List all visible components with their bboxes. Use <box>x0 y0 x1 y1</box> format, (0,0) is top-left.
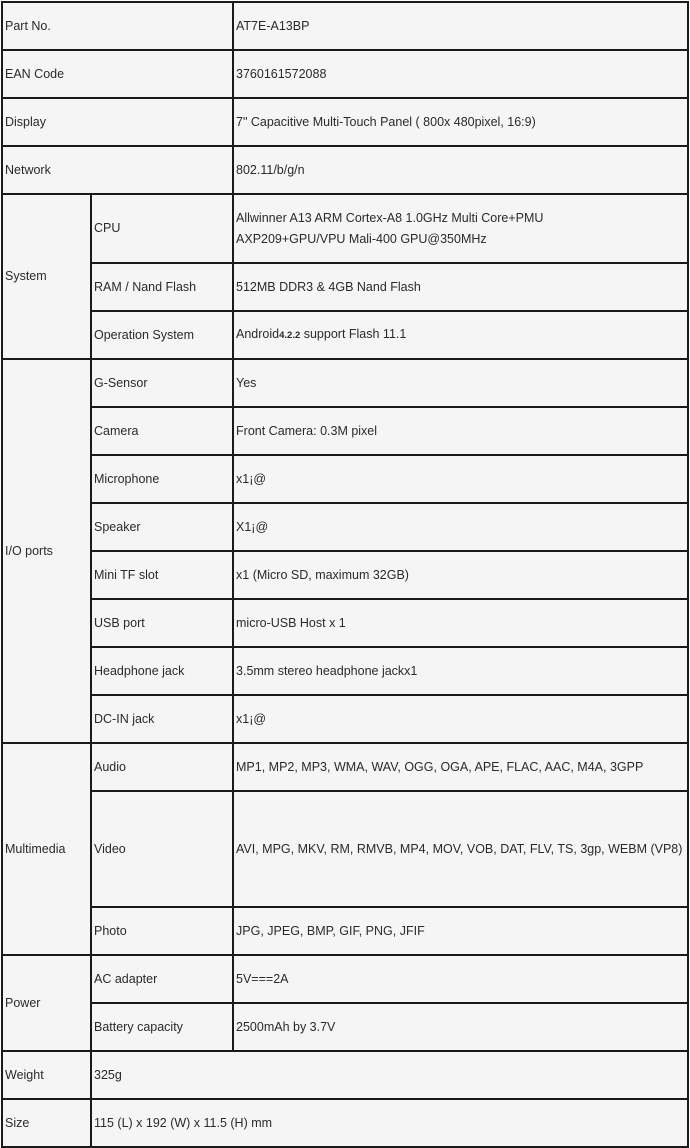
spec-label-tf: Mini TF slot <box>91 551 233 599</box>
table-row <box>2 1051 688 1099</box>
spec-label-ean: EAN Code <box>2 50 233 98</box>
spec-label-network: Network <box>2 146 233 194</box>
spec-value-adapter: 5V===2A <box>233 955 688 1003</box>
spec-label-ram: RAM / Nand Flash <box>91 263 233 311</box>
table-row <box>2 1099 688 1147</box>
spec-label-camera: Camera <box>91 407 233 455</box>
spec-label-size: Size <box>2 1099 91 1147</box>
spec-value-gsensor: Yes <box>233 359 688 407</box>
table-row <box>2 50 688 98</box>
table-row <box>2 263 688 311</box>
os-name: Android <box>236 327 280 341</box>
table-row <box>2 503 688 551</box>
spec-label-speaker: Speaker <box>91 503 233 551</box>
spec-label-photo: Photo <box>91 907 233 955</box>
table-row <box>2 194 688 263</box>
spec-value-ram: 512MB DDR3 & 4GB Nand Flash <box>233 263 688 311</box>
table-row <box>2 907 688 955</box>
table-row <box>2 98 688 146</box>
table-row <box>2 455 688 503</box>
spec-value-ean: 3760161572088 <box>233 50 688 98</box>
spec-label-adapter: AC adapter <box>91 955 233 1003</box>
spec-value-os <box>233 311 688 359</box>
spec-value-part-no: AT7E-A13BP <box>233 2 688 50</box>
table-row <box>2 407 688 455</box>
spec-value-network: 802.11/b/g/n <box>233 146 688 194</box>
spec-value-battery: 2500mAh by 3.7V <box>233 1003 688 1051</box>
spec-label-dcin: DC-IN jack <box>91 695 233 743</box>
spec-group-io: I/O ports <box>2 359 91 743</box>
spec-value-cpu <box>233 194 688 263</box>
table-row <box>2 695 688 743</box>
spec-label-gsensor: G-Sensor <box>91 359 233 407</box>
spec-group-system: System <box>2 194 91 359</box>
spec-table <box>1 1 689 1148</box>
table-row <box>2 311 688 359</box>
table-row <box>2 599 688 647</box>
spec-label-part-no: Part No. <box>2 2 233 50</box>
table-row <box>2 743 688 791</box>
spec-group-power: Power <box>2 955 91 1051</box>
cpu-line-2: AXP209+GPU/VPU Mali-400 GPU@350MHz <box>236 231 487 246</box>
spec-label-usb: USB port <box>91 599 233 647</box>
table-row <box>2 359 688 407</box>
cpu-line-1: Allwinner A13 ARM Cortex-A8 1.0GHz Multi Core+PMU <box>236 210 544 225</box>
spec-value-speaker: X1¡@ <box>233 503 688 551</box>
os-suffix: support Flash 11.1 <box>300 327 407 341</box>
spec-value-tf: x1 (Micro SD, maximum 32GB) <box>233 551 688 599</box>
spec-label-battery: Battery capacity <box>91 1003 233 1051</box>
spec-group-multimedia: Multimedia <box>2 743 91 955</box>
spec-label-microphone: Microphone <box>91 455 233 503</box>
spec-value-camera: Front Camera: 0.3M pixel <box>233 407 688 455</box>
spec-label-headphone: Headphone jack <box>91 647 233 695</box>
spec-value-usb: micro-USB Host x 1 <box>233 599 688 647</box>
spec-value-audio: MP1, MP2, MP3, WMA, WAV, OGG, OGA, APE, FLAC, AAC, M4A, 3GPP <box>233 743 688 791</box>
table-row <box>2 551 688 599</box>
spec-label-video: Video <box>91 791 233 907</box>
spec-value-weight: 325g <box>91 1051 688 1099</box>
spec-label-weight: Weight <box>2 1051 91 1099</box>
spec-label-display: Display <box>2 98 233 146</box>
spec-value-microphone: x1¡@ <box>233 455 688 503</box>
table-row <box>2 1003 688 1051</box>
spec-value-video: AVI, MPG, MKV, RM, RMVB, MP4, MOV, VOB, DAT, FLV, TS, 3gp, WEBM (VP8) <box>233 791 688 907</box>
table-row <box>2 647 688 695</box>
spec-label-os: Operation System <box>91 311 233 359</box>
spec-value-size: 115 (L) x 192 (W) x 11.5 (H) mm <box>91 1099 688 1147</box>
spec-label-cpu: CPU <box>91 194 233 263</box>
table-row <box>2 791 688 907</box>
table-row <box>2 2 688 50</box>
table-row <box>2 955 688 1003</box>
spec-value-dcin: x1¡@ <box>233 695 688 743</box>
spec-value-headphone: 3.5mm stereo headphone jackx1 <box>233 647 688 695</box>
os-version: 4.2.2 <box>279 330 301 341</box>
spec-label-audio: Audio <box>91 743 233 791</box>
spec-value-photo: JPG, JPEG, BMP, GIF, PNG, JFIF <box>233 907 688 955</box>
table-row <box>2 146 688 194</box>
spec-value-display: 7" Capacitive Multi-Touch Panel ( 800x 480pixel, 16:9) <box>233 98 688 146</box>
